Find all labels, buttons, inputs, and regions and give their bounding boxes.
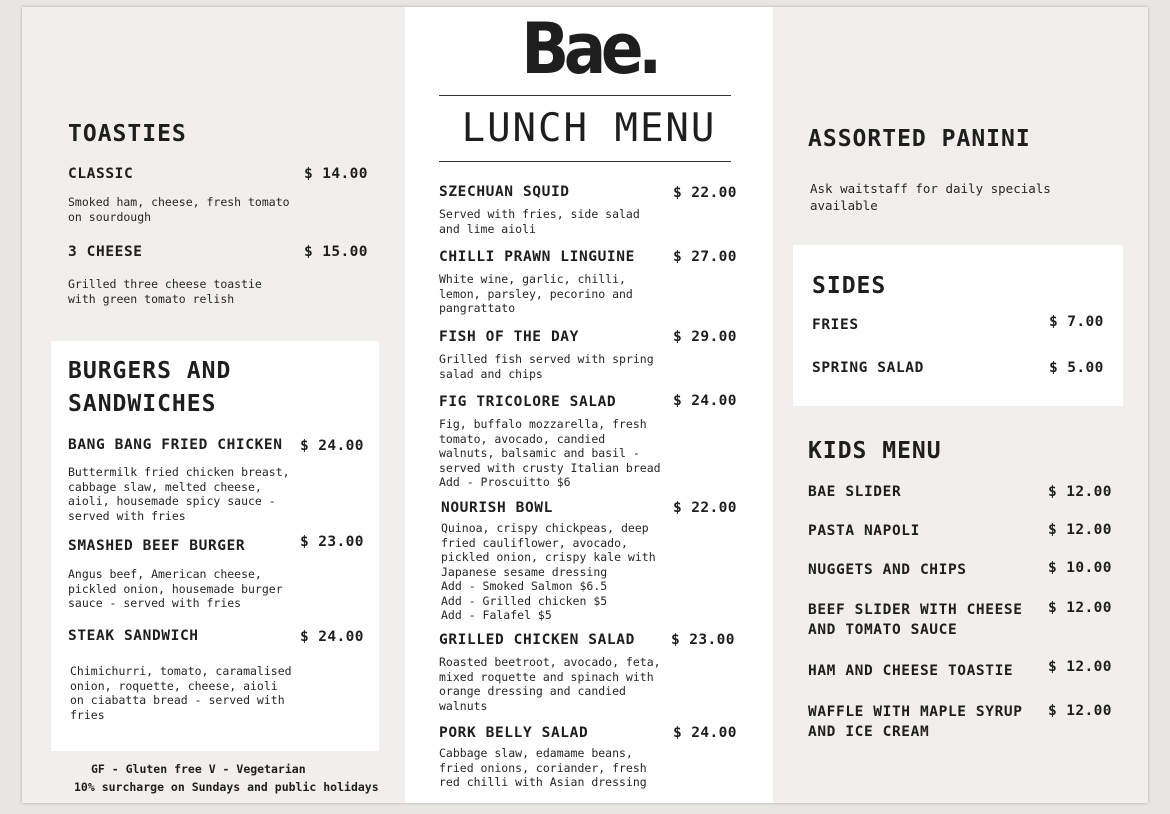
menu-item-price: $ 10.00 (1048, 560, 1112, 576)
menu-item-name: STEAK SANDWICH (68, 628, 199, 644)
menu-item-name: CLASSIC (68, 166, 134, 182)
menu-item-price: $ 22.00 (673, 500, 737, 516)
toasties-heading: TOASTIES (68, 121, 187, 147)
menu-item-price: $ 27.00 (673, 249, 737, 265)
panini-heading: ASSORTED PANINI (808, 126, 1031, 152)
menu-item-name: CHILLI PRAWN LINGUINE (439, 249, 635, 265)
menu-item-desc: Buttermilk fried chicken breast, cabbage slaw, melted cheese, aioli, housemade spicy sauce - served with fries (68, 465, 290, 523)
menu-item-desc: White wine, garlic, chilli, lemon, parsley, pecorino and pangrattato (439, 272, 633, 315)
menu-item-desc: Angus beef, American cheese, pickled onion, housemade burger sauce - served with fries (68, 567, 283, 610)
menu-title: LUNCH MENU (461, 106, 717, 151)
menu-item-name: FRIES (812, 317, 859, 333)
menu-item-price: $ 24.00 (673, 393, 737, 409)
menu-item-name: 3 CHEESE (68, 244, 143, 260)
menu-item-price: $ 12.00 (1048, 484, 1112, 500)
menu-item-price: $ 5.00 (1049, 360, 1104, 376)
menu-item-desc: Fig, buffalo mozzarella, fresh tomato, avocado, candied walnuts, balsamic and basil - served with crusty Italian bread Add - Proscuitto $6 (439, 417, 661, 489)
menu-item-desc: Grilled three cheese toastie with green tomato relish (68, 277, 262, 306)
menu-item-name: NUGGETS AND CHIPS (808, 562, 967, 578)
menu-item-desc: Grilled fish served with spring salad and chips (439, 352, 654, 381)
dietary-legend: GF - Gluten free V - Vegetarian (91, 762, 306, 776)
menu-item-name: GRILLED CHICKEN SALAD (439, 632, 635, 648)
menu-item-name: SMASHED BEEF BURGER (68, 538, 246, 554)
menu-item-name: SPRING SALAD (812, 360, 924, 376)
menu-item-desc: Smoked ham, cheese, fresh tomato on sourdough (68, 195, 290, 224)
menu-item-name: BEEF SLIDER WITH CHEESE AND TOMATO SAUCE (808, 602, 1023, 638)
burgers-heading: BURGERS AND SANDWICHES (68, 358, 232, 417)
divider (439, 161, 731, 162)
menu-item-price: $ 12.00 (1048, 659, 1112, 675)
menu-item-desc: Cabbage slaw, edamame beans, fried onions, coriander, fresh red chilli with Asian dressing (439, 746, 647, 789)
menu-item-price: $ 15.00 (304, 244, 368, 260)
menu-item-name: BANG BANG FRIED CHICKEN (68, 437, 283, 453)
menu-item-desc: Served with fries, side salad and lime aioli (439, 207, 640, 236)
menu-item-name: WAFFLE WITH MAPLE SYRUP AND ICE CREAM (808, 704, 1023, 740)
sides-heading: SIDES (812, 273, 887, 299)
menu-item-price: $ 12.00 (1048, 600, 1112, 616)
panini-desc: Ask waitstaff for daily specials available (810, 181, 1051, 213)
menu-item-desc: Roasted beetroot, avocado, feta, mixed roquette and spinach with orange dressing and candied walnuts (439, 655, 661, 713)
menu-item-name: FIG TRICOLORE SALAD (439, 394, 617, 410)
menu-item-price: $ 12.00 (1048, 522, 1112, 538)
kids-heading: KIDS MENU (808, 438, 942, 464)
menu-item-name: PASTA NAPOLI (808, 523, 920, 539)
menu-item-price: $ 24.00 (300, 629, 364, 645)
menu-item-price: $ 24.00 (300, 438, 364, 454)
surcharge-note: 10% surcharge on Sundays and public holidays (74, 780, 379, 794)
menu-item-name: HAM AND CHEESE TOASTIE (808, 663, 1014, 679)
brand-logo: Bae. (521, 8, 657, 90)
menu-item-price: $ 22.00 (673, 185, 737, 201)
menu-item-name: SZECHUAN SQUID (439, 184, 570, 200)
menu-item-desc: Quinoa, crispy chickpeas, deep fried cauliflower, avocado, pickled onion, crispy kale with Japanese sesame dressing Add - Smoked Salmon $6.5 Add - Grilled chicken $5 Add - Falafel $5 (441, 521, 656, 622)
menu-item-price: $ 12.00 (1048, 703, 1112, 719)
menu-item-price: $ 29.00 (673, 329, 737, 345)
menu-item-name: NOURISH BOWL (441, 500, 553, 516)
menu-item-name: BAE SLIDER (808, 484, 902, 500)
divider (439, 95, 731, 96)
menu-item-price: $ 23.00 (300, 534, 364, 550)
menu-item-price: $ 14.00 (304, 166, 368, 182)
menu-item-price: $ 23.00 (671, 632, 735, 648)
menu-item-name: FISH OF THE DAY (439, 329, 579, 345)
menu-item-price: $ 7.00 (1049, 314, 1104, 330)
menu-item-price: $ 24.00 (673, 725, 737, 741)
menu-item-desc: Chimichurri, tomato, caramalised onion, roquette, cheese, aioli on ciabatta bread - served with fries (70, 664, 292, 722)
menu-item-name: PORK BELLY SALAD (439, 725, 589, 741)
